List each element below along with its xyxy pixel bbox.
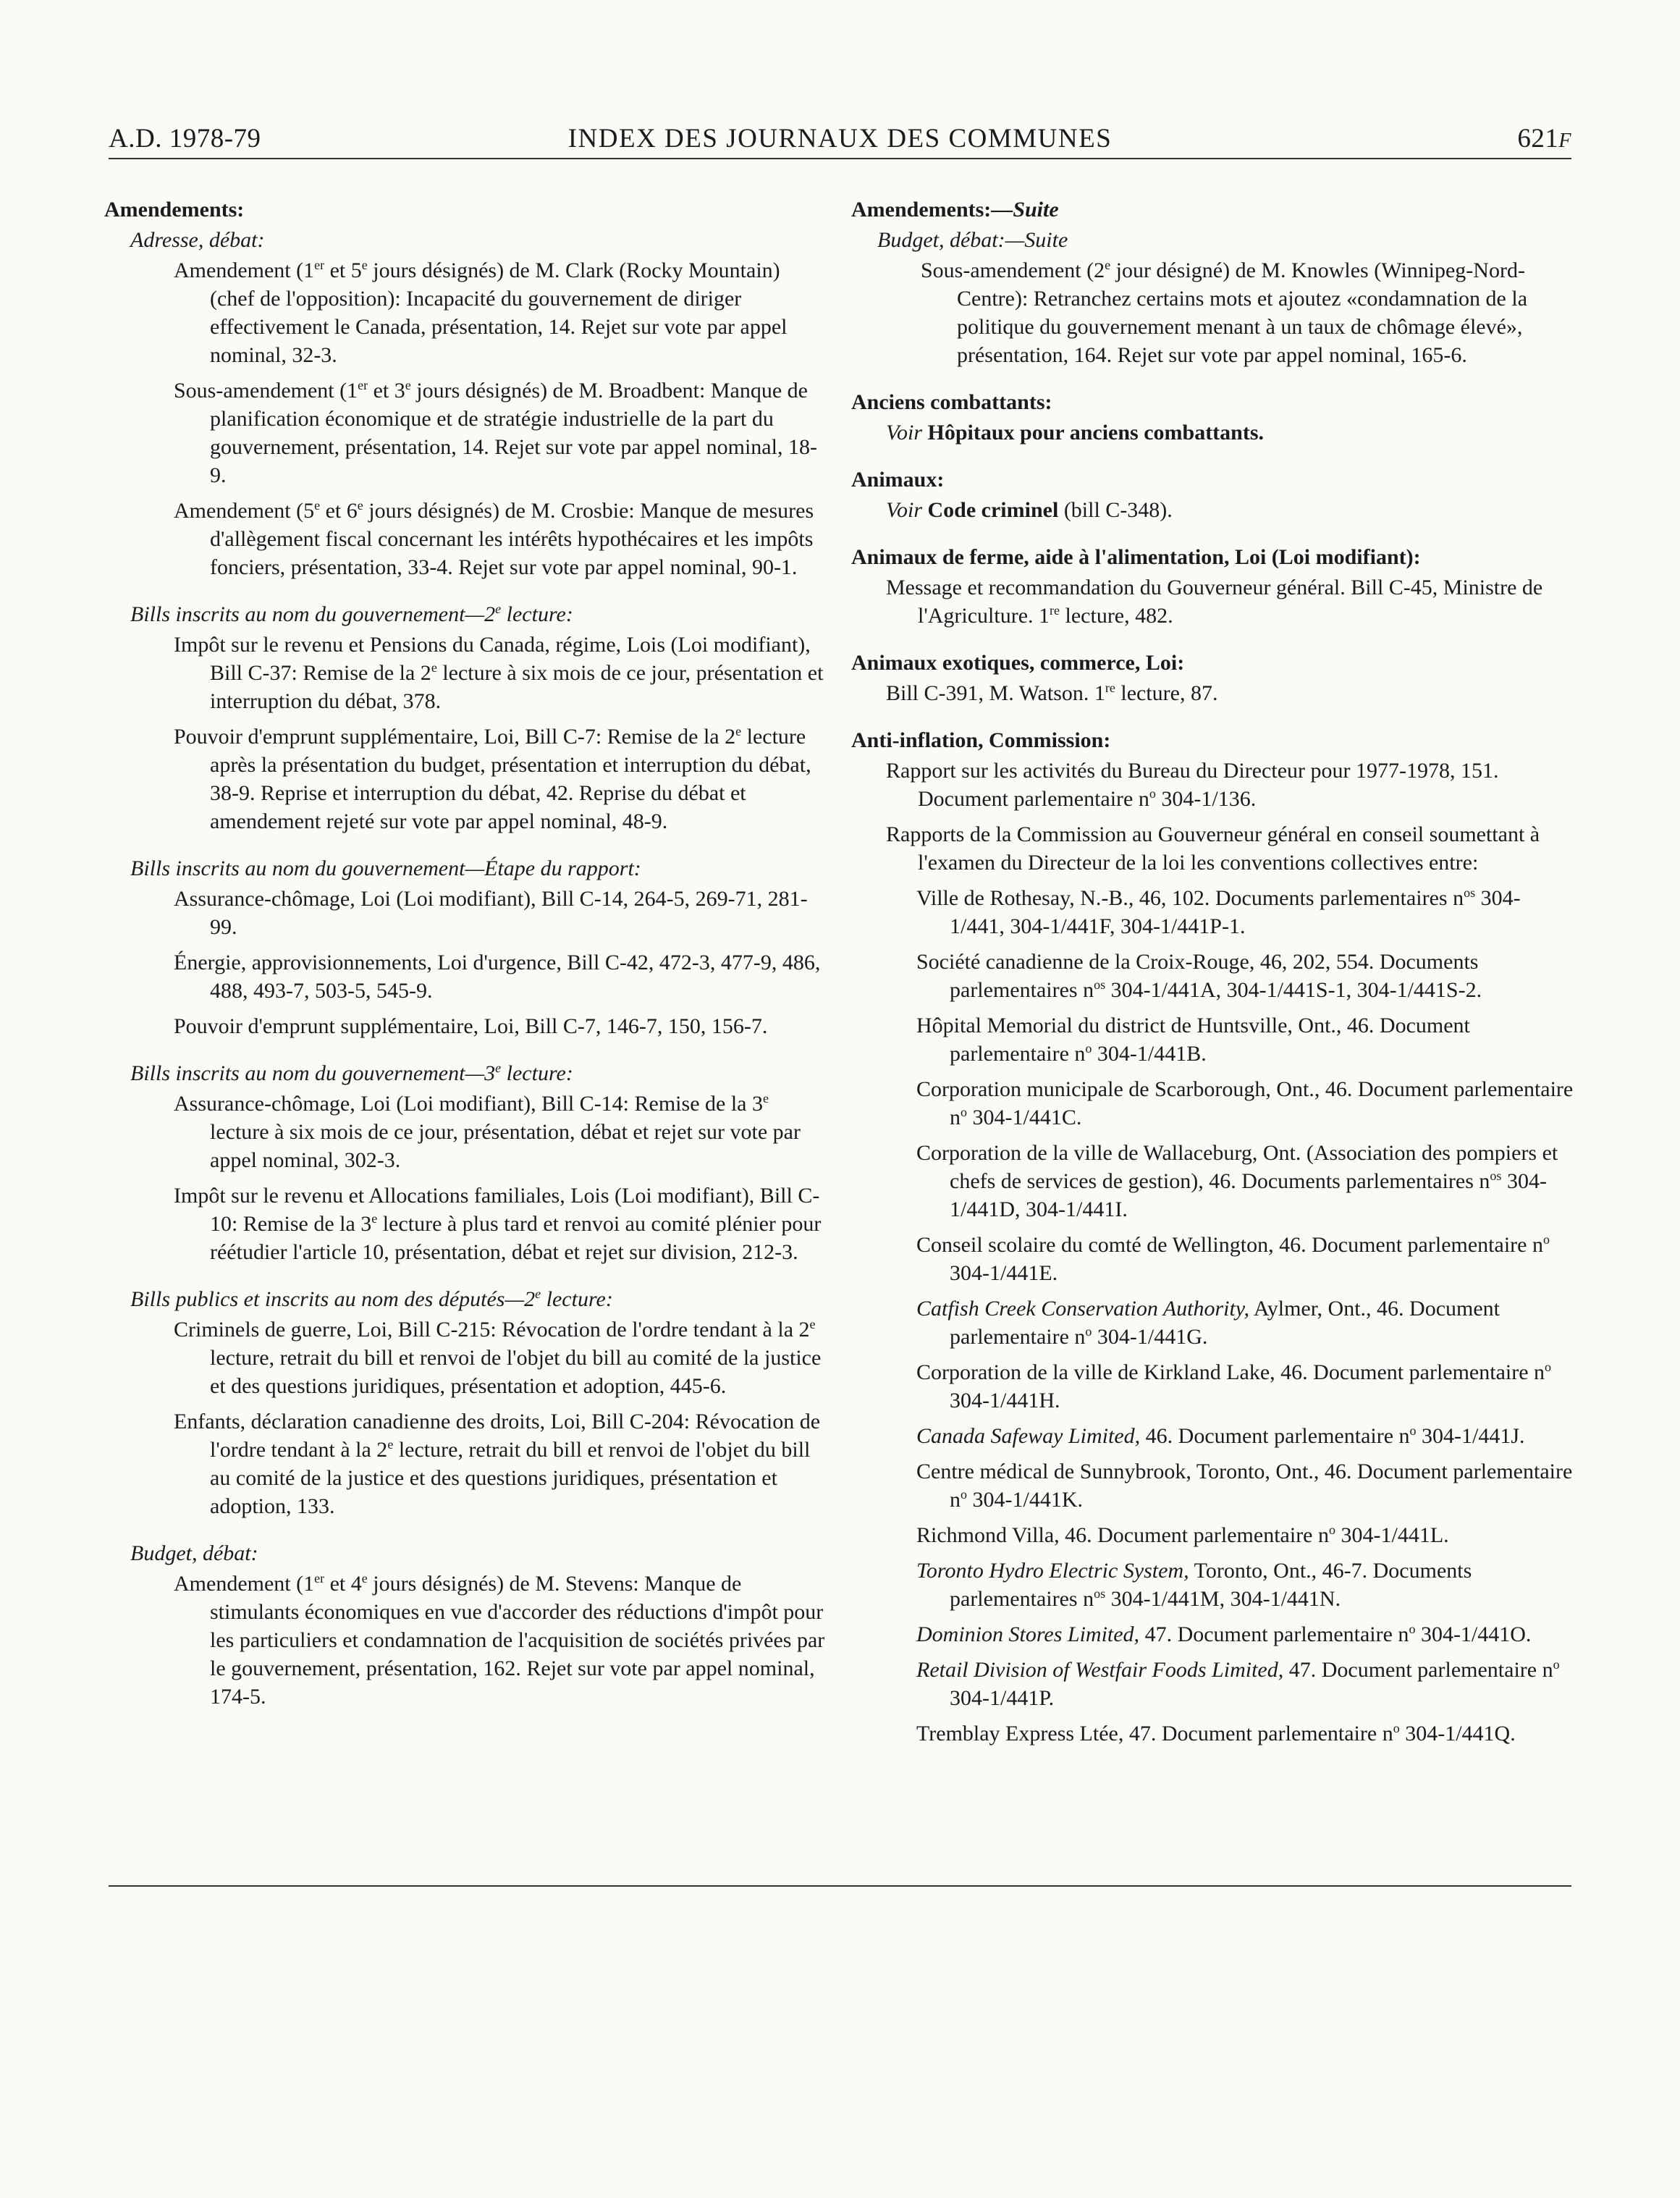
header-year: A.D. 1978-79 <box>109 124 261 153</box>
entry-enfants-droits: Enfants, déclaration canadienne des droits, Loi, Bill C-204: Révocation de l'ordre tendant à la 2e lecture, retrait du bill et renvoi de l'objet du bill au comité de la justice et des questions juridiques, présentation et adoption, 133. <box>174 1410 821 1518</box>
list-item: Richmond Villa, 46. Document parlementaire $n^o$ 304-1/441L. <box>916 1523 1449 1547</box>
entry-assurance-chomage: Assurance-chômage, Loi (Loi modifiant), Bill C-14, 264-5, 269-71, 281-99. <box>174 887 808 939</box>
list-item: Canada Safeway Limited, 46. Document parlementaire $n^o$ 304-1/441J. <box>916 1423 1525 1448</box>
list-item: Corporation de la ville de Wallaceburg, Ont. (Association des pompiers et chefs de services de gestion), 46. Documents parlementaires $n^{os}$ 304-1/441D, 304-1/441I. <box>916 1141 1558 1221</box>
entry-message-c45: Message et recommandation du Gouverneur général. Bill C-45, Ministre de l'Agriculture. 1re lecture, 482. <box>886 576 1543 628</box>
list-item: Société canadienne de la Croix-Rouge, 46, 202, 554. Documents parlementaires $n^{os}$ 304-1/441A, 304-1/441S-1, 304-1/441S-2. <box>916 950 1482 1002</box>
subheading-budget-debat: Budget, débat: <box>130 1541 258 1565</box>
entry-criminels-guerre: Criminels de guerre, Loi, Bill C-215: Révocation de l'ordre tendant à la 2e lecture, retrait du bill et renvoi de l'objet du bill au comité de la justice et des questions juridiques, présentation et adoption, 445-6. <box>174 1317 822 1398</box>
list-item: Toronto Hydro Electric System, Toronto, Ont., 46-7. Documents parlementaires $n^{os}$ 304-1/441M, 304-1/441N. <box>916 1559 1472 1611</box>
entry-sous-amendement-knowles: Sous-amendement (2e jour désigné) de M. Knowles (Winnipeg-Nord-Centre): Retranchez certains mots et ajoutez «condamnation de la politique du gouvernement menant à un taux de chômage élevé», présentation, 164. Rejet sur vote par appel nominal, 165-6. <box>921 258 1528 367</box>
list-item: Hôpital Memorial du district de Huntsville, Ont., 46. Document parlementaire $n^o$ 304-1/441B. <box>916 1014 1470 1066</box>
subheading-bills-gouv-2e: Bills inscrits au nom du gouvernement—2e lecture: <box>130 602 573 626</box>
entry-impot-pensions: Impôt sur le revenu et Pensions du Canada, régime, Lois (Loi modifiant), Bill C-37: Remise de la 2e lecture à six mois de ce jour, présentation et interruption du débat, 378. <box>174 633 824 713</box>
subheading-bills-publics-2e: Bills publics et inscrits au nom des députés—2e lecture: <box>130 1287 613 1311</box>
list-item: Tremblay Express Ltée, 47. Document parlementaire $n^o$ 304-1/441Q. <box>916 1721 1516 1746</box>
heading-anti-inflation: Anti-inflation, Commission: <box>851 728 1111 752</box>
entry-energie: Énergie, approvisionnements, Loi d'urgence, Bill C-42, 472-3, 477-9, 486, 488, 493-7, 503-5, 545-9. <box>174 951 821 1003</box>
subheading-bills-gouv-rapport: Bills inscrits au nom du gouvernement—Étape du rapport: <box>130 856 641 880</box>
list-item: Dominion Stores Limited, 47. Document parlementaire $n^o$ 304-1/441O. <box>916 1622 1532 1646</box>
entry-bill-c391: Bill C-391, M. Watson. 1re lecture, 87. <box>886 681 1218 705</box>
list-item: Corporation municipale de Scarborough, Ont., 46. Document parlementaire $n^o$ 304-1/441C. <box>916 1077 1574 1129</box>
left-column <box>104 195 828 1718</box>
entry-voir-hopitaux: Voir Hôpitaux pour anciens combattants. <box>886 421 1265 445</box>
header-rule <box>109 158 1571 159</box>
entry-rapport-bureau: Rapport sur les activités du Bureau du Directeur pour 1977-1978, 151. Document parlementaire $n^o$ 304-1/136. <box>886 759 1499 811</box>
subheading-budget-suite: Budget, débat:—Suite <box>877 228 1068 252</box>
subheading-bills-gouv-3e: Bills inscrits au nom du gouvernement—3e lecture: <box>130 1061 573 1085</box>
entry-assurance-chomage-c14: Assurance-chômage, Loi (Loi modifiant), Bill C-14: Remise de la 3e lecture à six mois de ce jour, présentation, débat et rejet sur vote par appel nominal, 302-3. <box>174 1091 801 1172</box>
entry-amendement-crosbie: Amendement (5e et 6e jours désignés) de M. Crosbie: Manque de mesures d'allègement fiscal concernant les intérêts hypothécaires et les impôts fonciers, présentation, 33-4. Rejet sur vote par appel nominal, 90-1. <box>174 498 814 579</box>
list-item: Catfish Creek Conservation Authority, Aylmer, Ont., 46. Document parlementaire $n^o$ 304-1/441G. <box>916 1297 1500 1349</box>
heading-animaux: Animaux: <box>851 468 945 492</box>
heading-amendements-suite: Amendements:—Suite <box>851 198 1059 222</box>
heading-animaux-ferme: Animaux de ferme, aide à l'alimentation, Loi (Loi modifiant): <box>851 545 1421 569</box>
entry-rapports-commission: Rapports de la Commission au Gouverneur général en conseil soumettant à l'examen du Directeur de la loi les conventions collectives entre: <box>886 822 1540 875</box>
list-item: Retail Division of Westfair Foods Limited, 47. Document parlementaire $n^o$ 304-1/441P. <box>916 1657 1560 1710</box>
list-item: Conseil scolaire du comté de Wellington, 46. Document parlementaire $n^o$ 304-1/441E. <box>916 1232 1550 1285</box>
entry-amendement-clark: Amendement (1er et 5e jours désignés) de M. Clark (Rocky Mountain) (chef de l'opposition): Incapacité du gouvernement de diriger effectivement le Canada, présentation, 14. Rejet sur vote par appel nominal, 32-3. <box>174 258 788 367</box>
page-header <box>109 120 1571 158</box>
list-item: Ville de Rothesay, N.-B., 46, 102. Documents parlementaires $n^{os}$ 304-1/441, 304-1/441F, 304-1/441P-1. <box>916 885 1521 938</box>
footer-rule <box>109 1885 1571 1887</box>
entry-impot-allocations: Impôt sur le revenu et Allocations familiales, Lois (Loi modifiant), Bill C-10: Remise de la 3e lecture à plus tard et renvoi au comité plénier pour réétudier l'article 10, présentation, débat et rejet sur division, 212-3. <box>174 1184 822 1264</box>
entry-amendement-stevens: Amendement (1er et 4e jours désignés) de M. Stevens: Manque de stimulants économiques en vue d'accorder des réductions d'impôt pour les particuliers et condamnation de l'acquisition de sociétés privées par le gouvernement, présentation, 162. Rejet sur vote par appel nominal, 174-5. <box>174 1571 825 1709</box>
list-item: Corporation de la ville de Kirkland Lake, 46. Document parlementaire $n^o$ 304-1/441H. <box>916 1360 1552 1412</box>
list-item: Centre médical de Sunnybrook, Toronto, Ont., 46. Document parlementaire $n^o$ 304-1/441K. <box>916 1460 1573 1512</box>
entry-pouvoir-emprunt: Pouvoir d'emprunt supplémentaire, Loi, Bill C-7, 146-7, 150, 156-7. <box>174 1014 768 1038</box>
header-title: INDEX DES JOURNAUX DES COMMUNES <box>567 124 1113 153</box>
entry-pouvoir-emprunt-c7: Pouvoir d'emprunt supplémentaire, Loi, Bill C-7: Remise de la 2e lecture après la présentation du budget, présentation et interruption du débat, 38-9. Reprise et interruption du débat, 42. Reprise du débat et amendement rejeté sur vote par appel nominal, 48-9. <box>174 724 811 833</box>
entry-voir-code-criminel: Voir Code criminel (bill C-348). <box>886 498 1173 522</box>
heading-amendements: Amendements: <box>104 198 245 222</box>
heading-anciens-combattants: Anciens combattants: <box>851 390 1052 414</box>
heading-animaux-exotiques: Animaux exotiques, commerce, Loi: <box>851 651 1185 675</box>
subheading-adresse-debat: Adresse, débat: <box>130 228 265 252</box>
entry-sous-amendement-broadbent: Sous-amendement (1er et 3e jours désignés) de M. Broadbent: Manque de planification économique et de stratégie industrielle de la part du gouvernement, présentation, 14. Rejet sur vote par appel nominal, 18-9. <box>174 378 817 487</box>
right-column <box>851 195 1575 1755</box>
page-number: 621F <box>1517 124 1571 153</box>
